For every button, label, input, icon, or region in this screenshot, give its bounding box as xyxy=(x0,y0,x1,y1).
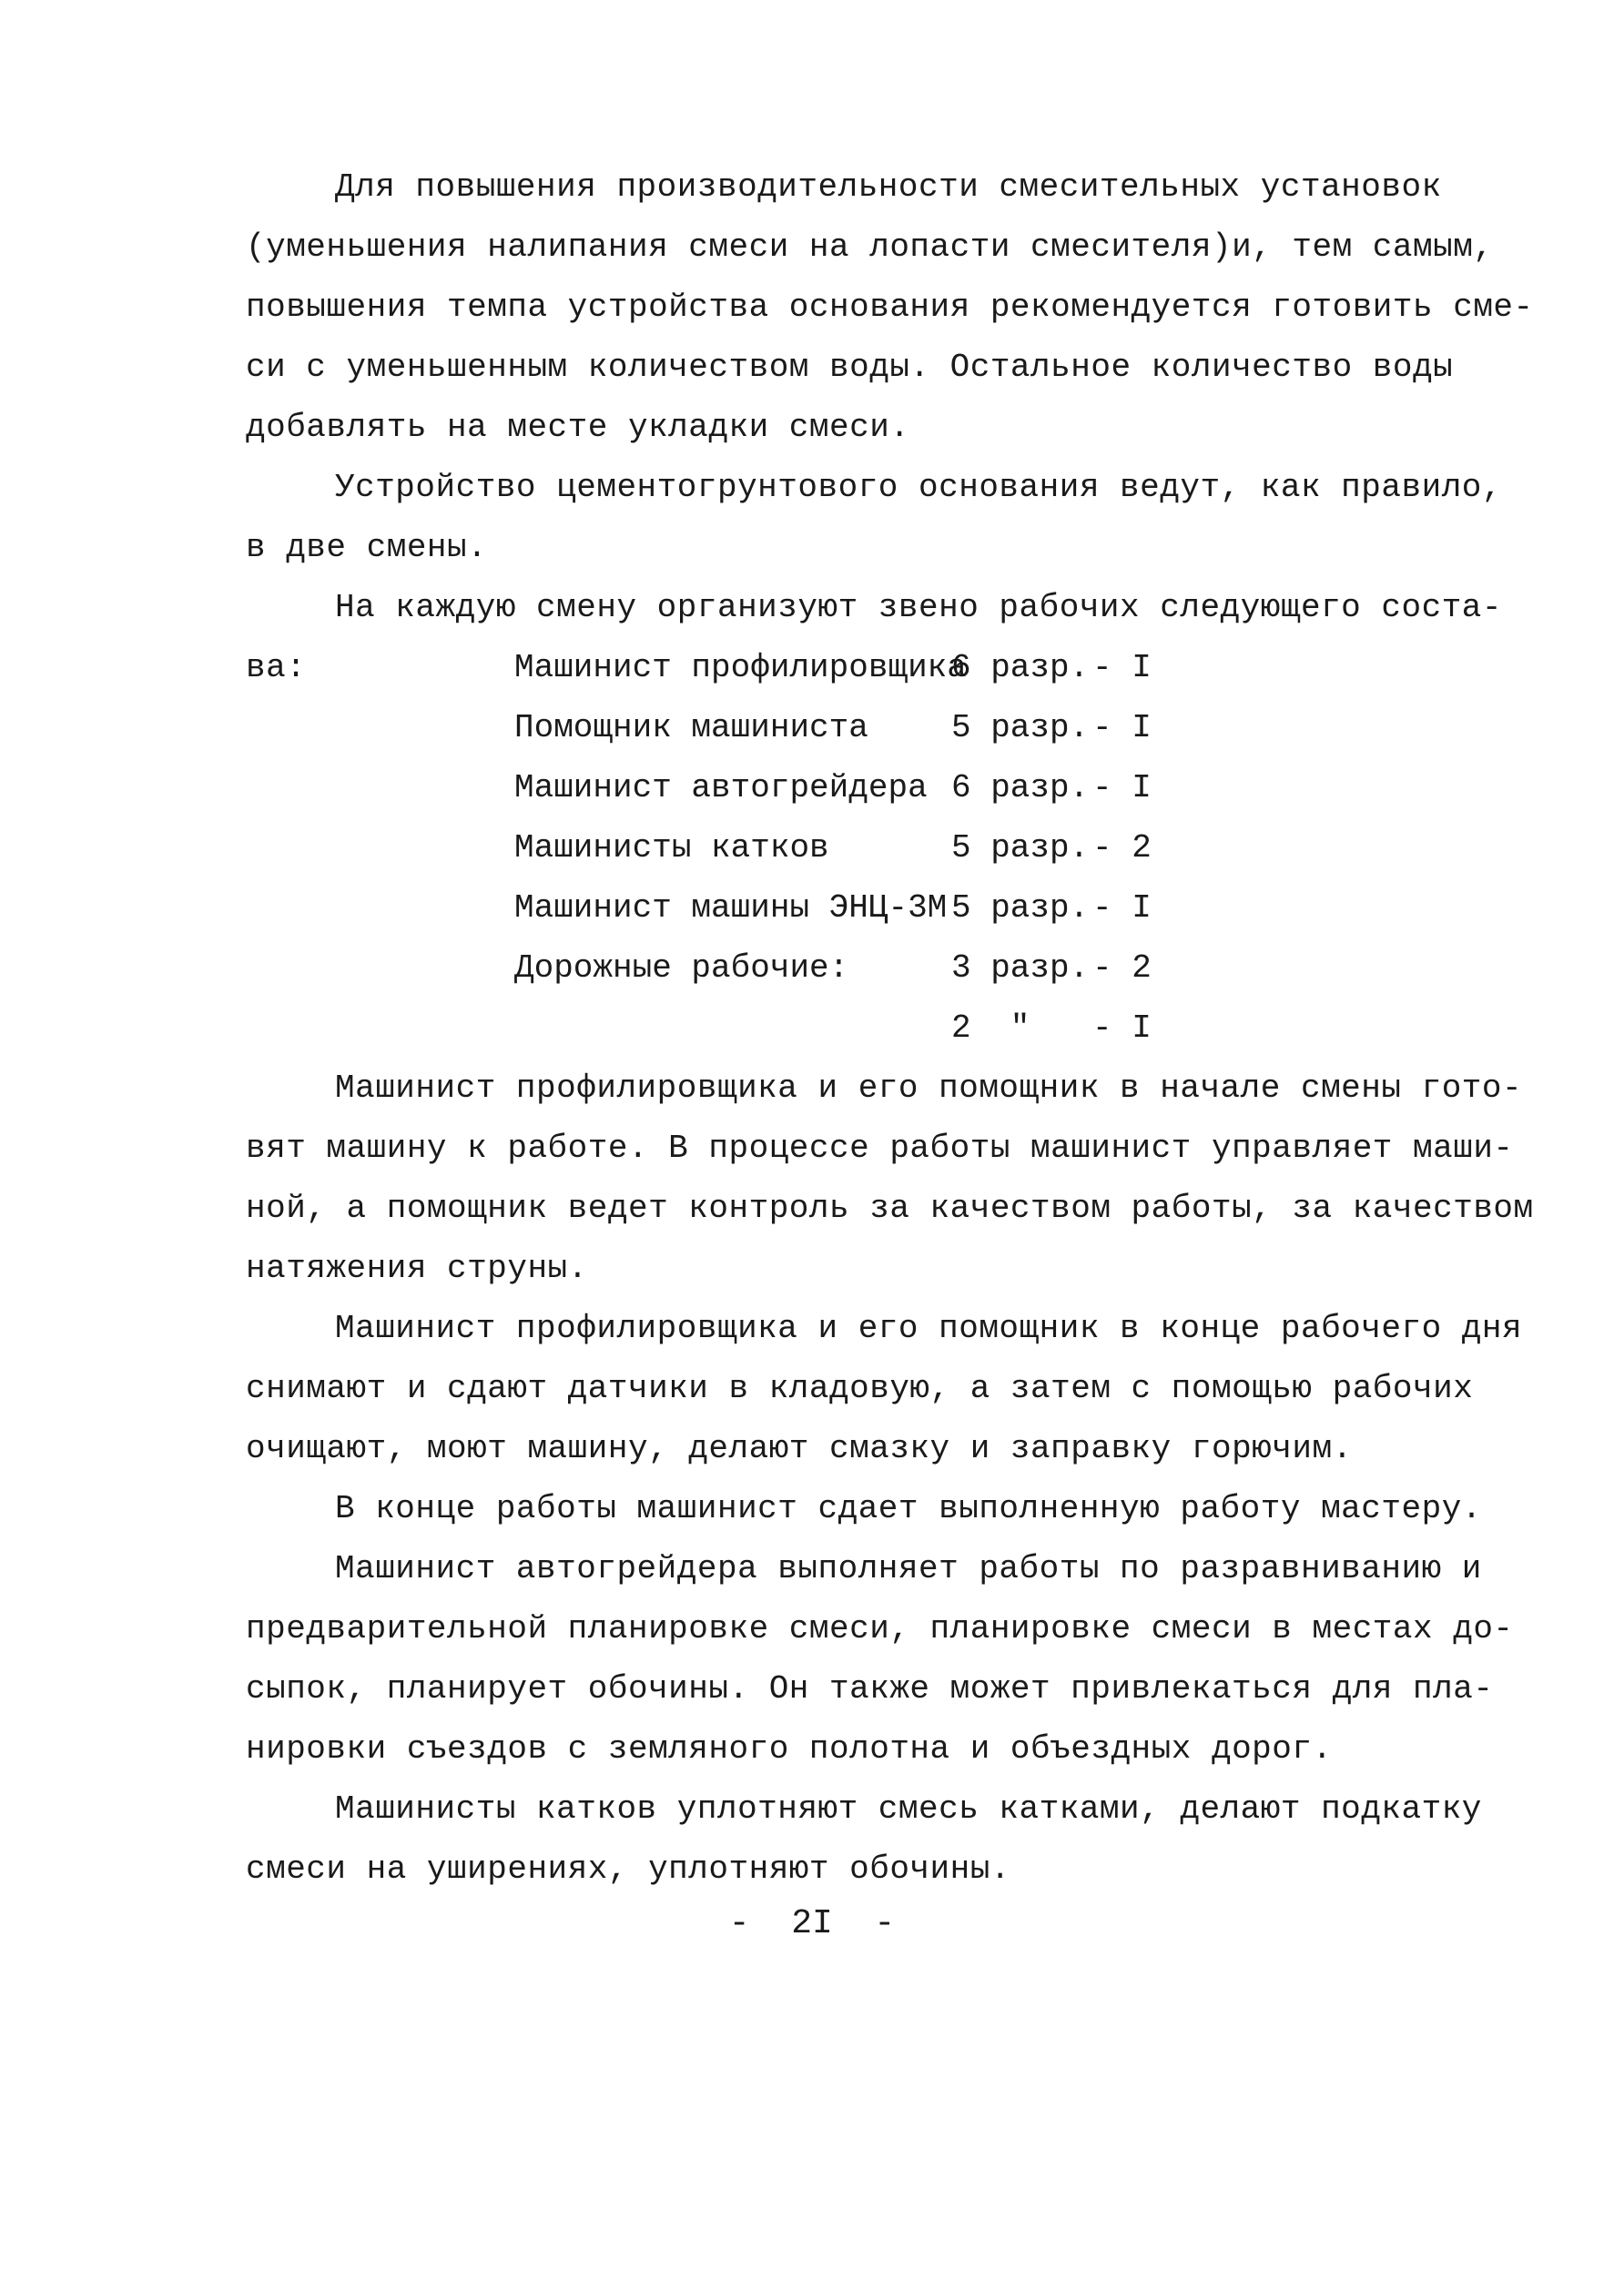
crew-grade: 5 разр. xyxy=(951,829,1090,867)
crew-count: - I xyxy=(1092,769,1152,806)
paragraph-4-line-2: вят машину к работе. В процессе работы машинист управляет маши- xyxy=(246,1130,1514,1167)
paragraph-2-line-2: в две смены. xyxy=(246,529,488,566)
paragraph-7-line-1: Машинист автогрейдера выполняет работы по разравниванию и xyxy=(335,1550,1482,1587)
crew-grade: 6 разр. xyxy=(951,649,1090,686)
page-number: - 2I - xyxy=(728,1904,896,1943)
paragraph-1-line-3: повышения темпа устройства основания рекомендуется готовить сме- xyxy=(246,289,1534,326)
crew-grade: 2 " xyxy=(951,1009,1030,1047)
crew-count: - I xyxy=(1092,709,1152,746)
crew-count: - I xyxy=(1092,889,1152,927)
paragraph-1-line-1: Для повышения производительности смесительных установок xyxy=(335,168,1442,206)
crew-role: Помощник машиниста xyxy=(514,709,868,746)
crew-grade: 6 разр. xyxy=(951,769,1090,806)
paragraph-3-line-2: ва: xyxy=(246,649,307,686)
paragraph-8-line-2: смеси на уширениях, уплотняют обочины. xyxy=(246,1850,1010,1888)
crew-role: Машинисты катков xyxy=(514,829,829,867)
crew-role: Машинист машины ЭНЦ-3М xyxy=(514,889,948,927)
paragraph-4-line-3: ной, а помощник ведет контроль за качеством работы, за качеством xyxy=(246,1190,1534,1227)
paragraph-2-line-1: Устройство цементогрунтового основания ведут, как правило, xyxy=(335,469,1503,506)
paragraph-1-line-4: си с уменьшенным количеством воды. Остальное количество воды xyxy=(246,349,1454,386)
paragraph-1-line-2: (уменьшения налипания смеси на лопасти смесителя)и, тем самым, xyxy=(246,228,1494,266)
crew-grade: 5 разр. xyxy=(951,709,1090,746)
crew-count: - 2 xyxy=(1092,949,1152,987)
crew-role: Машинист профилировщика xyxy=(514,649,967,686)
paragraph-5-line-3: очищают, моют машину, делают смазку и заправку горючим. xyxy=(246,1430,1353,1467)
paragraph-7-line-2: предварительной планировке смеси, планировке смеси в местах до- xyxy=(246,1610,1514,1647)
paragraph-5-line-1: Машинист профилировщика и его помощник в конце рабочего дня xyxy=(335,1310,1523,1347)
paragraph-1-line-5: добавлять на месте укладки смеси. xyxy=(246,409,910,446)
crew-grade: 5 разр. xyxy=(951,889,1090,927)
paragraph-8-line-1: Машинисты катков уплотняют смесь катками, делают подкатку xyxy=(335,1790,1482,1828)
crew-role: Машинист автогрейдера xyxy=(514,769,928,806)
paragraph-6-line-1: В конце работы машинист сдает выполненную работу мастеру. xyxy=(335,1490,1482,1527)
paragraph-7-line-4: нировки съездов с земляного полотна и объездных дорог. xyxy=(246,1730,1333,1768)
crew-count: - I xyxy=(1092,1009,1152,1047)
paragraph-7-line-3: сыпок, планирует обочины. Он также может привлекаться для пла- xyxy=(246,1670,1494,1708)
crew-role: Дорожные рабочие: xyxy=(514,949,849,987)
paragraph-4-line-4: натяжения струны. xyxy=(246,1250,588,1287)
crew-grade: 3 разр. xyxy=(951,949,1090,987)
paragraph-4-line-1: Машинист профилировщика и его помощник в начале смены гото- xyxy=(335,1070,1523,1107)
crew-count: - 2 xyxy=(1092,829,1152,867)
crew-count: - I xyxy=(1092,649,1152,686)
paragraph-3-line-1: На каждую смену организуют звено рабочих следующего соста- xyxy=(335,589,1503,626)
paragraph-5-line-2: снимают и сдают датчики в кладовую, а затем с помощью рабочих xyxy=(246,1370,1474,1407)
